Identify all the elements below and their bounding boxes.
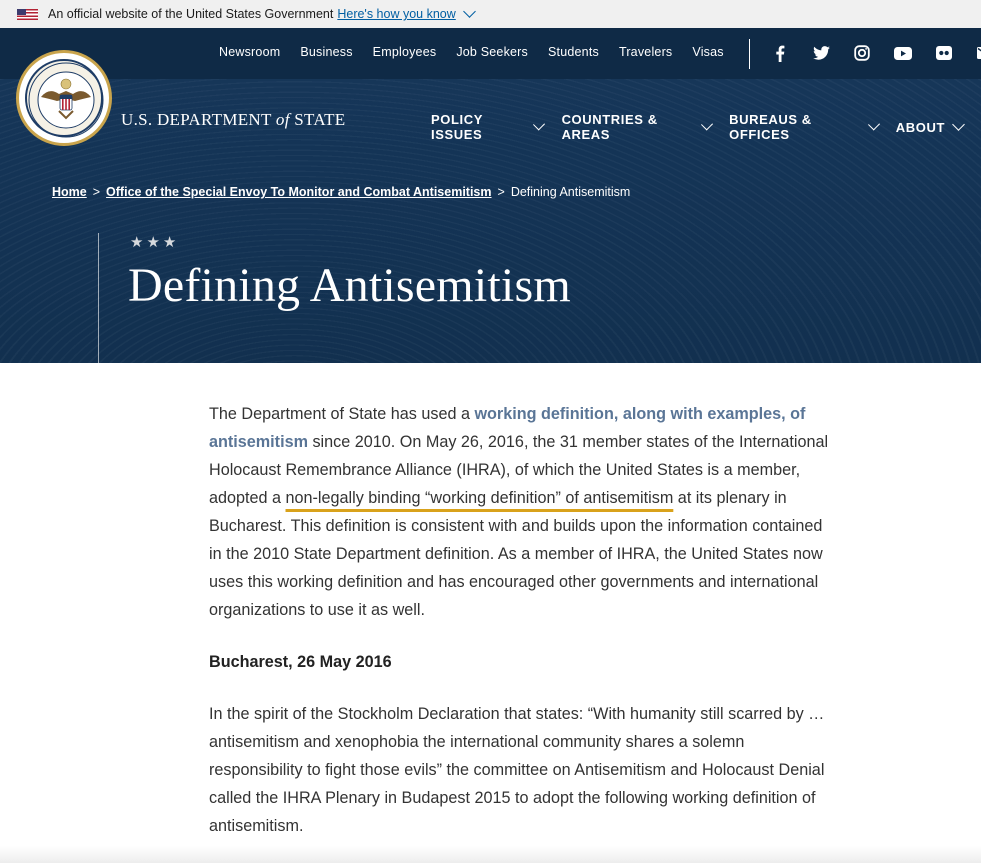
site-header (0, 28, 981, 363)
nav-link-business[interactable]: Business (300, 45, 353, 59)
youtube-icon[interactable] (894, 44, 912, 62)
nav-about[interactable] (896, 112, 963, 142)
breadcrumb-current: Defining Antisemitism (510, 185, 631, 199)
nav-link-travelers[interactable]: Travelers (618, 45, 673, 59)
wordmark-us-department: U.S. DEPARTMENT (121, 110, 276, 129)
nav-policy-issues[interactable] (431, 112, 544, 142)
nav-about-label: ABOUT (895, 119, 945, 135)
nav-policy-issues-label: POLICY ISSUES (431, 112, 483, 142)
nav-link-employees[interactable]: Employees (372, 45, 437, 59)
nav-link-visas[interactable]: Visas (692, 45, 724, 59)
gov-banner (0, 0, 981, 28)
nav-link-newsroom[interactable]: Newsroom (219, 45, 281, 59)
chevron-down-icon (868, 118, 880, 130)
breadcrumb (52, 185, 630, 199)
intro-text-c: at its plenary in Bucharest. This definition is consistent with and builds upon the information contained in the 2010 State Department definition. As a member of IHRA, the United States now uses this working definition and has encouraged other governments and international organizations to use it as well. (209, 489, 823, 619)
intro-text-a: The Department of State has used a (209, 405, 475, 423)
primary-nav (431, 112, 981, 142)
social-links (771, 44, 981, 62)
email-icon[interactable] (976, 44, 981, 62)
nav-link-students[interactable]: Students (548, 45, 599, 59)
nav-countries-areas[interactable] (562, 112, 712, 142)
article-body (209, 400, 834, 863)
working-definition-link[interactable]: working definition, along with examples, of antisemitism (209, 405, 806, 451)
heres-how-you-know-link[interactable]: Here's how you know (337, 7, 456, 21)
flickr-icon[interactable] (935, 44, 953, 62)
nav-bureaus-offices[interactable] (729, 112, 878, 142)
utility-nav (0, 28, 981, 79)
instagram-icon[interactable] (853, 44, 871, 62)
scroll-fade (0, 846, 981, 863)
us-flag-icon (17, 9, 38, 20)
utility-divider (749, 39, 750, 69)
gov-banner-text: An official website of the United States Government (48, 7, 334, 21)
stars-decoration: ★★★ (130, 234, 180, 251)
utility-links (219, 45, 744, 59)
title-rule (98, 233, 99, 363)
dateline: Bucharest, 26 May 2016 (209, 653, 392, 671)
eagle-emblem-icon (27, 61, 105, 139)
facebook-icon[interactable] (771, 44, 789, 62)
nav-bureaus-offices-label: BUREAUS & OFFICES (729, 112, 812, 142)
chevron-down-icon (701, 118, 713, 130)
chevron-down-icon[interactable] (463, 5, 476, 18)
wordmark-state: STATE (289, 110, 346, 129)
wordmark-of: of (275, 110, 290, 129)
breadcrumb-office-link[interactable]: Office of the Special Envoy To Monitor and Combat Antisemitism (106, 185, 492, 199)
intro-text-b: since 2010. On May 26, 2016, the 31 member states of the International Holocaust Remembrance Alliance (IHRA), of which the United States is a member, adopted a (209, 433, 829, 507)
stockholm-paragraph: In the spirit of the Stockholm Declaration that states: “With humanity still scarred by …antisemitism and xenophobia the international community shares a solemn responsibility to fight those evils” the committee on Antisemitism and Holocaust Denial called the IHRA Plenary in Budapest 2015 to adopt the following working definition of antisemitism. (209, 705, 825, 835)
breadcrumb-separator: > (92, 185, 101, 199)
site-wordmark[interactable] (121, 110, 345, 130)
highlighted-phrase: non-legally binding “working definition” of antisemitism (285, 489, 674, 507)
department-of-state-seal[interactable] (16, 50, 112, 146)
page-title: Defining Antisemitism (128, 259, 571, 312)
nav-link-job-seekers[interactable]: Job Seekers (456, 45, 528, 59)
nav-countries-areas-label: COUNTRIES & AREAS (561, 112, 658, 142)
seal-emblem (25, 59, 103, 137)
chevron-down-icon (533, 118, 545, 130)
breadcrumb-separator: > (497, 185, 505, 199)
breadcrumb-home-link[interactable]: Home (52, 185, 87, 199)
chevron-down-icon (952, 118, 965, 131)
intro-paragraph (209, 400, 834, 624)
twitter-icon[interactable] (812, 44, 830, 62)
